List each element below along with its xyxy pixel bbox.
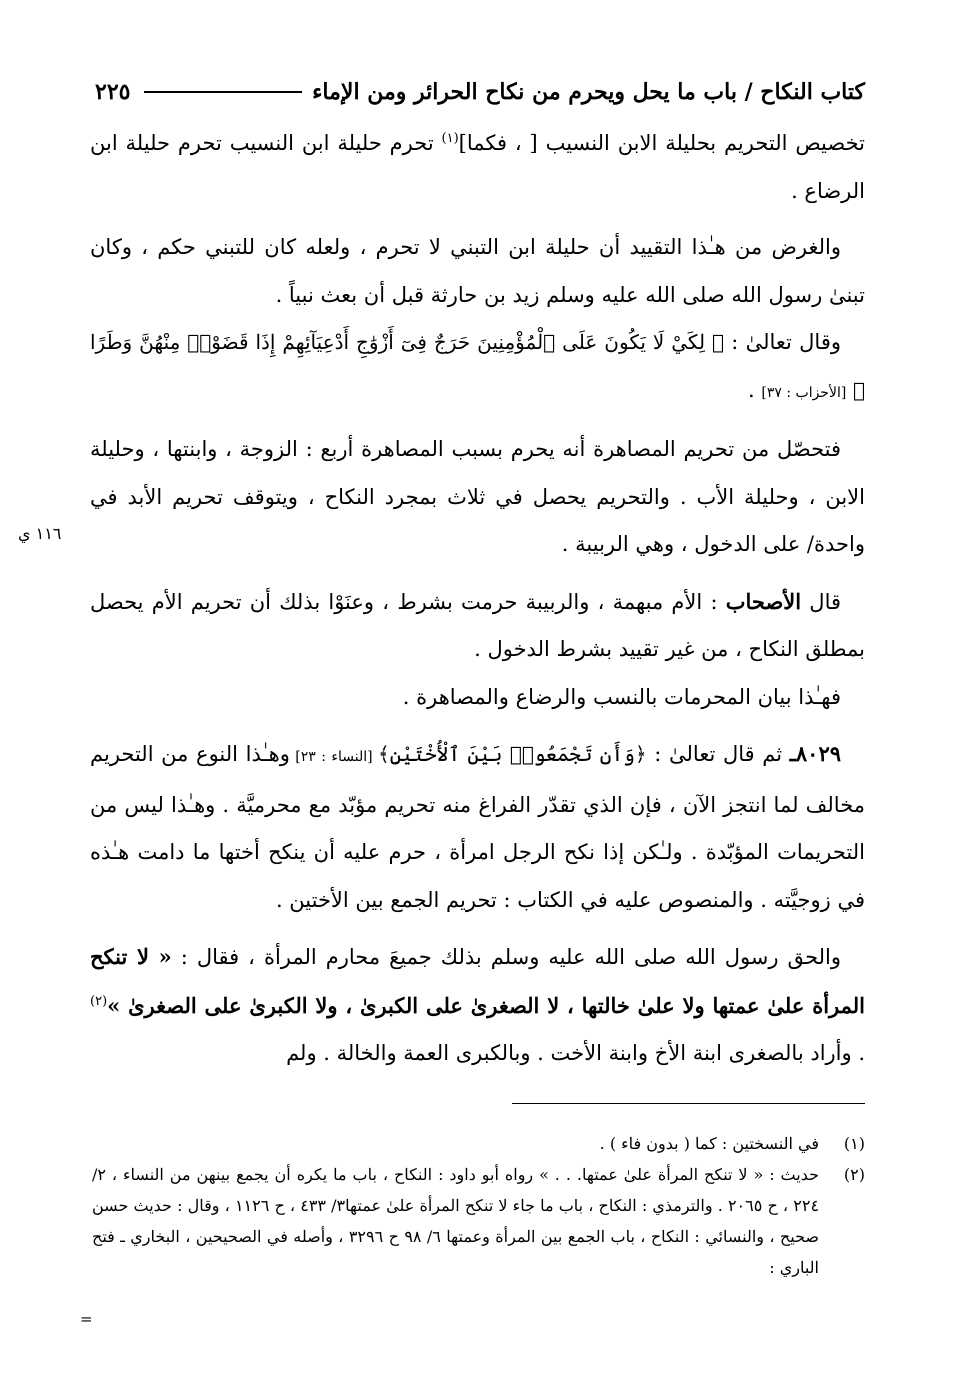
footnote-number: (٢) — [843, 1165, 865, 1184]
paragraph-8-intro: والحق رسول الله صلى الله عليه وسلم بذلك جميعَ محارم المرأة ، فقال : — [171, 945, 841, 969]
paragraph-8-text: . وأراد بالصغرى ابنة الأخ وابنة الأخت . وبالكبرى العمة والخالة . ولم — [286, 1041, 865, 1065]
quran-verse-nisa: ﴿وَأَن تَجْمَعُوا۟ بَيْنَ ٱلْأُخْتَيْنِ﴾ — [378, 742, 647, 766]
paragraph-4 — [90, 426, 865, 569]
paragraph-4-text: فتحصّل من تحريم المصاهرة أنه يحرم بسبب المصاهرة أربع : الزوجة ، وابنتها ، وحليلة الابن ، وحليلة الأب . والتحريم يحصل في ثلاث بمجرد النكاح ، ويتوقف تحريم الأبد في واحدة/ على الدخول ، وهي الربيبة . — [90, 437, 865, 556]
paragraph-5-lead: قال — [801, 589, 842, 614]
paragraph-1-text-b: تحرم حليلة ابن النسيب تحرم حليلة ابن الرضاع . — [90, 131, 865, 203]
hadith-quote: « لا تنكح المرأة علىٰ عمتها ولا علىٰ خالتها ، لا الصغرىٰ على الكبرىٰ ، ولا الكبرىٰ على الصغرىٰ » — [90, 944, 865, 1018]
footnotes — [92, 1128, 865, 1283]
paragraph-7-text: وهـٰذا النوع من التحريم مخالف لما انتجز الآن ، فإن الذي تقدّر الفراغ منه تحريم مؤبّد مع محرميَّة . وهـٰذا ليس من التحريمات المؤبّدة . ولـٰكن إذا نكح الرجل امرأة ، حرم عليه أن ينكح أختها ما دامت هـٰذه في زوجيَّته . والمنصوص عليه في الكتاب : تحريم الجمع بين الأختين . — [90, 742, 865, 912]
paragraph-1-text-a: تخصيص التحريم بحليلة الابن النسيب [ ، فكما] — [458, 131, 866, 155]
footnote-2 — [92, 1159, 865, 1283]
paragraph-3 — [90, 319, 865, 417]
running-header — [95, 72, 865, 112]
footnote-1 — [92, 1128, 865, 1159]
footnote-text: حديث : « لا تنكح المرأة علىٰ عمتها. . . » رواه أبو داود : النكاح ، باب ما يكره أن يجمع بينهن من النساء ، ٢/ ٢٢٤ ، ح ٢٠٦٥ . والترمذي : النكاح ، باب ما جاء لا تنكح المرأة علىٰ عمتها٣/ ٤٣٣ ، ح ١١٢٦ ، وقال : حديث حسن صحيح ، والنسائي : النكاح ، باب الجمع بين المرأة وعمتها ٦/ ٩٨ ح ٣٢٩٦ ، وأصله في الصحيحين ، البخاري ـ فتح الباري : — [92, 1165, 820, 1277]
main-text — [90, 120, 865, 1078]
paragraph-6-text: فهـٰذا بيان المحرمات بالنسب والرضاع والمصاهرة . — [402, 684, 841, 709]
verse-reference-nisa: [النساء : ٢٣] — [289, 749, 378, 765]
page-number: ٢٢٥ — [95, 79, 131, 105]
paragraph-5-bold-term: الأصحاب — [725, 588, 802, 614]
continuation-mark: = — [80, 1310, 93, 1328]
section-number: ٨٠٢٩ـ — [789, 741, 842, 766]
paragraph-8 — [90, 933, 865, 1078]
paragraph-5-text: : الأم مبهمة ، والربيبة حرمت بشرط ، وعنَوْا بذلك أن تحريم الأم يحصل بمطلق النكاح ، من غير تقييد بشرط الدخول . — [90, 589, 865, 661]
paragraph-5 — [90, 578, 865, 674]
margin-manuscript-reference: ١١٦ ي — [18, 524, 62, 543]
paragraph-7-intro: ثم قال تعالىٰ : — [646, 742, 790, 766]
paragraph-2-text: والغرض من هـٰذا التقييد أن حليلة ابن التبني لا تحرم ، ولعله كان للتبني حكم ، وكان تبنىٰ رسول الله صلى الله عليه وسلم زيد بن حارثة قبل أن بعث نبياً . — [90, 235, 865, 307]
footnote-number: (١) — [843, 1134, 865, 1153]
footnote-separator — [512, 1103, 865, 1104]
header-title: كتاب النكاح / باب ما يحل ويحرم من نكاح الحرائر ومن الإماء — [312, 79, 865, 105]
footnote-ref-1[interactable]: (١) — [441, 131, 459, 146]
paragraph-2 — [90, 224, 865, 319]
verse-reference-ahzab: [الأحزاب : ٣٧] — [761, 384, 847, 401]
paragraph-3-end: . — [748, 377, 762, 402]
footnote-text: في النسختين : كما ( بدون فاء ) . — [599, 1134, 819, 1153]
paragraph-1 — [90, 120, 865, 215]
paragraph-7 — [90, 730, 865, 924]
footnote-ref-2[interactable]: (٢) — [90, 993, 108, 1009]
header-rule — [144, 91, 302, 93]
paragraph-6 — [90, 674, 865, 722]
quran-verse-ahzab: ﴿ لِكَيْ لَا يَكُونَ عَلَى ٱلْمُؤْمِنِينَ حَرَجٌ فِىٓ أَزْوَٰجِ أَدْعِيَآئِهِمْ إِذَا قَضَوْا۟ مِنْهُنَّ وَطَرًا ﴾ — [90, 330, 865, 402]
paragraph-3-intro: وقال تعالىٰ : — [724, 330, 841, 354]
